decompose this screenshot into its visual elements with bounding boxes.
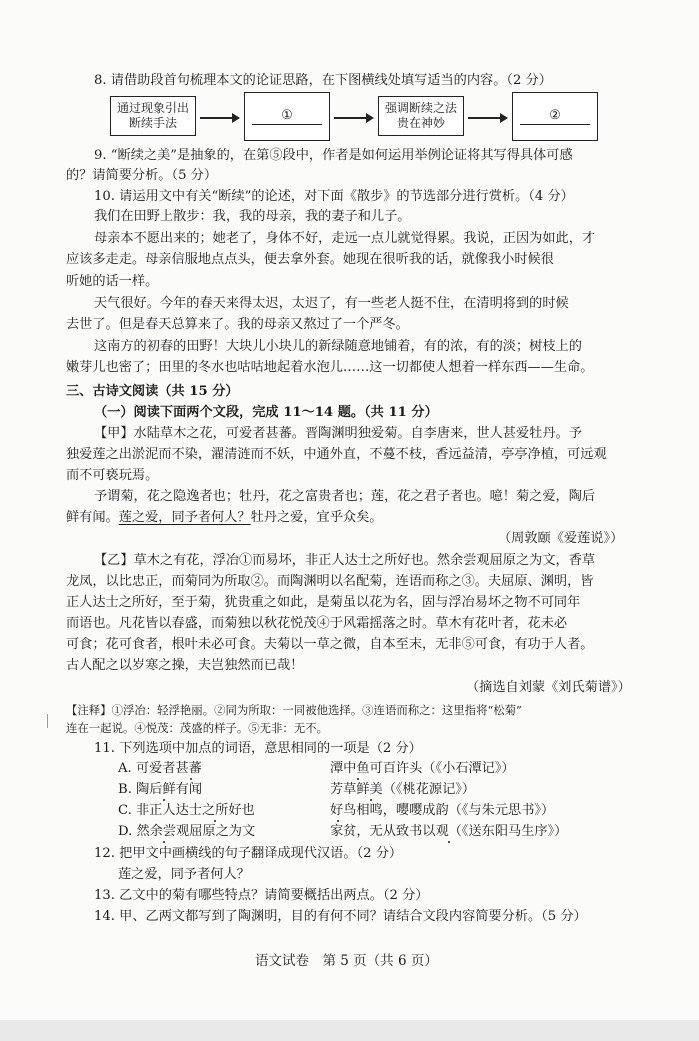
q11-stem: 11. 下列选项中加点的词语，意思相同的一项是（2 分）	[94, 741, 422, 756]
page-footer: 语文试卷 第 5 页（共 6 页）	[255, 953, 438, 969]
q9-line2: 的？请简要分析。（5 分）	[66, 168, 218, 183]
q11-option-c-right: 好鸟相鸣，嘤嘤成韵（《与朱元思书》）	[330, 803, 555, 818]
notes-l2: 连在一起说。④悦茂：茂盛的样子。⑤无非：无不。	[66, 721, 328, 735]
notes-l1: 【注释】①浮冶：轻浮艳丽。②同为所取：一同被他选择。③连语而称之：这里指将“松菊”	[66, 703, 522, 717]
yi-l5: 可食；花可食者，根叶未必可食。夫菊以一草之微，自本至末，无非⑤可食，有功于人者。	[66, 637, 594, 652]
flow-arrow-2	[334, 117, 372, 119]
yi-l2: 龙凤，以比忠正，而菊同为所取②。而陶渊明以名配菊，连语而称之③。夫屈原、渊明，皆	[66, 574, 594, 589]
jia-l5-c: 牡丹之爱，宜乎众矣。	[250, 510, 383, 525]
emphasis-dot	[163, 799, 165, 801]
flow-box-3	[378, 96, 464, 136]
section3-part1: （一）阅读下面两个文段，完成 11～14 题。（共 11 分）	[94, 405, 438, 420]
q14-stem: 14. 甲、乙两文都写到了陶渊明，目的有何不同？请结合文段内容简要分析。（5 分）	[94, 909, 587, 924]
emphasis-dot	[190, 778, 192, 780]
q10-p2-l2: 应该多走走。母亲信服地点点头，便去拿外套。她现在很听我的话，就像我小时候很	[66, 252, 554, 267]
q11-option-d-left: D. 然余尝观屈原之为文	[118, 824, 256, 839]
section3-title: 三、古诗文阅读（共 15 分）	[66, 384, 239, 399]
emphasis-dot	[370, 799, 372, 801]
flow-box-4	[512, 92, 598, 141]
q11-option-b-right: 芳草鲜美（《桃花源记》）	[330, 782, 476, 797]
q11-option-b-left: B. 陶后鲜有闻	[118, 782, 203, 797]
yi-l4: 而语也。凡花皆以春盛，而菊独以秋花悦茂④于风霜摇落之时。草木有花叶者，花未必	[66, 616, 568, 631]
flow-box-1-line2: 断续手法	[128, 116, 177, 130]
flow-arrow-3	[468, 117, 506, 119]
flow-blank-2: ②	[520, 108, 590, 125]
q11-option-c-left: C. 非正人达士之所好也	[118, 803, 255, 818]
q10-p3-l2: 去世了。但是春天总算来了。我的母亲又熬过了一个严冬。	[66, 317, 409, 332]
jia-l3: 而不可亵玩焉。	[66, 468, 159, 483]
jia-l1: 【甲】水陆草木之花，可爱者甚蕃。晋陶渊明独爱菊。自李唐来，世人甚爱牡丹。予	[94, 426, 582, 441]
q12-sentence: 莲之爱，同予者何人？	[118, 867, 250, 882]
yi-l3: 正人达士之所好，至于菊，犹贵重之如此，是菊虽以花为名，固与浮冶易坏之物不可同年	[66, 595, 581, 610]
q11-option-a-left: A. 可爱者甚蕃	[118, 761, 202, 776]
flow-box-1	[110, 96, 196, 136]
emphasis-dot	[163, 841, 165, 843]
q10-p3-l1: 天气很好。今年的春天来得太迟，太迟了，有一些老人挺不住，在清明将到的时候	[94, 296, 569, 311]
emphasis-dot	[337, 820, 339, 822]
q10-p2-l1: 母亲本不愿出来的；她老了，身体不好，走远一点儿就觉得累。我说，正因为如此，才	[94, 231, 596, 246]
flow-box-1-line1: 通过现象引出	[116, 101, 189, 115]
q10-p2-l3: 听她的话一样。	[66, 274, 159, 289]
jia-source: （周敦颐《爱莲说》）	[498, 531, 624, 546]
bottom-band	[0, 1020, 699, 1041]
yi-l1: 【乙】草木之有花，浮冶①而易坏，非正人达士之所好也。然余尝观屈原之为文，香草	[94, 553, 596, 568]
jia-l5-a: 鲜有闻。	[66, 510, 119, 525]
q9-line1: 9. “断续之美”是抽象的，在第⑤段中，作者是如何运用举例论证将其写得具体可感	[94, 148, 573, 163]
q8-stem: 8. 请借助段首句梳理本文的论证思路，在下图横线处填写适当的内容。（2 分）	[94, 73, 552, 88]
flow-box-3-line1: 强调断续之法	[384, 101, 457, 115]
emphasis-dot	[214, 820, 216, 822]
emphasis-dot	[357, 778, 359, 780]
q10-p4-l1: 这南方的初春的田野！大块儿小块儿的新绿随意地铺着，有的浓，有的淡；树枝上的	[94, 339, 582, 354]
jia-l5	[66, 510, 383, 526]
q10-p4-l2: 嫩芽儿也密了；田里的冬水也咕咕地起着水泡儿……这一切都使人想着一样东西——生命。	[66, 360, 594, 375]
jia-l2: 独爱莲之出淤泥而不染，濯清涟而不妖，中通外直，不蔓不枝，香远益清，亭亭净植，可远观	[66, 447, 607, 462]
flow-arrow-1	[200, 117, 238, 119]
q11-option-a-right: 潭中鱼可百许头（《小石潭记》）	[330, 761, 515, 776]
flow-box-3-line2: 贵在神妙	[396, 116, 445, 130]
jia-underlined-sentence: 莲之爱，同予者何人？	[118, 510, 251, 525]
margin-mark	[47, 714, 48, 728]
q11-option-d-right: 家贫，无从致书以观（《送东阳马生序》）	[330, 824, 568, 839]
q13-stem: 13. 乙文中的菊有哪些特点？请简要概括出两点。（2 分）	[94, 888, 429, 903]
flow-box-2	[244, 92, 330, 141]
yi-l6: 古人配之以岁寒之操，夫岂独然而已哉！	[66, 658, 304, 673]
jia-l4: 予谓菊，花之隐逸者也；牡丹，花之富贵者也；莲，花之君子者也。噫！菊之爱，陶后	[94, 489, 596, 504]
yi-source: （摘选自刘蒙《刘氏菊谱》）	[466, 680, 631, 695]
q10-stem: 10. 请运用文中有关“断续”的论述，对下面《散步》的节选部分进行赏析。（4 分）	[94, 189, 574, 204]
flow-blank-1: ①	[252, 108, 322, 125]
emphasis-dot	[448, 841, 450, 843]
q10-p1: 我们在田野上散步：我，我的母亲，我的妻子和儿子。	[94, 209, 411, 224]
q12-stem: 12. 把甲文中画横线的句子翻译成现代汉语。（2 分）	[94, 846, 403, 861]
